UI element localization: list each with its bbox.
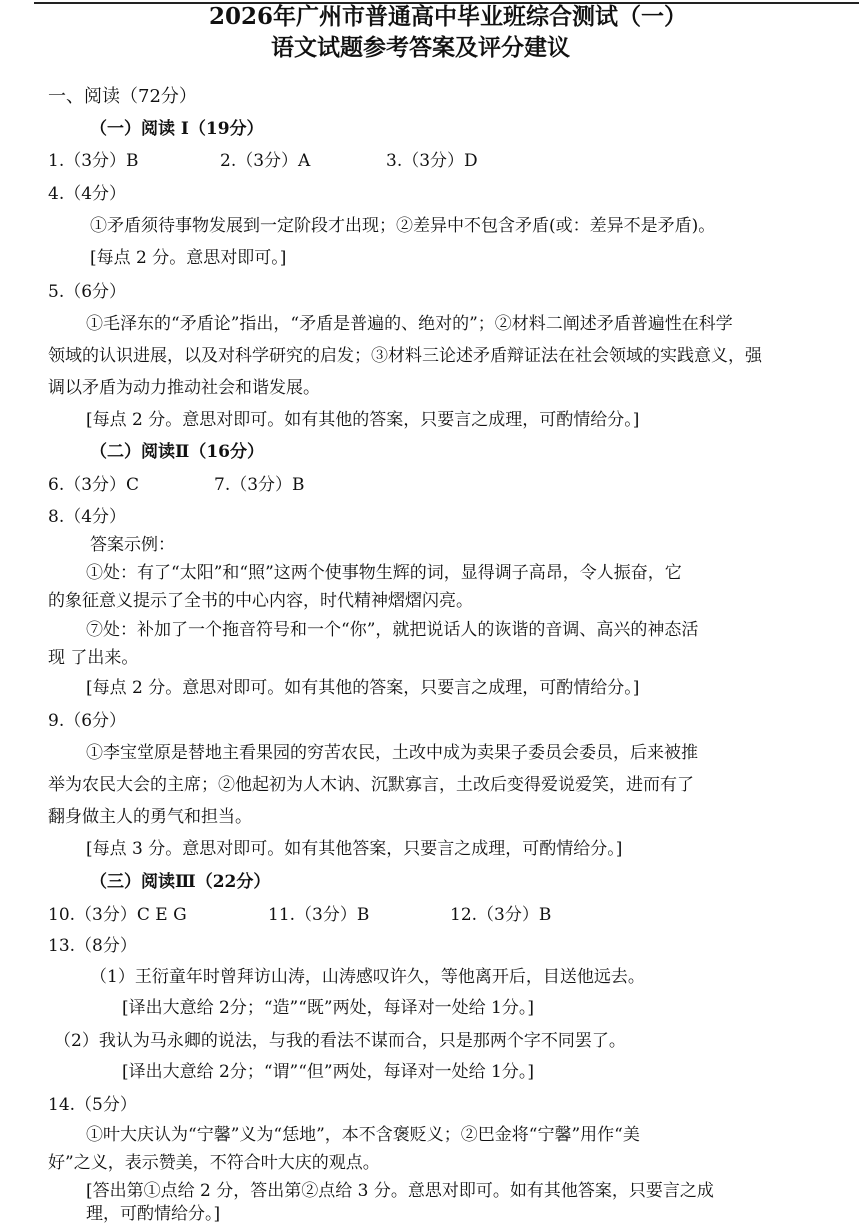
- part-heading-reading-2: （二）阅读Ⅱ（16分）: [90, 442, 264, 462]
- q4-label: 4.（4分）: [48, 184, 127, 204]
- q5-line-2: 领域的认识进展，以及对科学研究的启发；③材料三论述矛盾辩证法在社会领域的实践意义，强: [48, 346, 762, 366]
- answer-q2: 2.（3分）A: [220, 151, 311, 171]
- title-line-2: 语文试题参考答案及评分建议: [271, 34, 570, 61]
- q8-label: 8.（4分）: [48, 507, 127, 527]
- answer-q11: 11.（3分）B: [268, 905, 370, 925]
- q14-line-1: ①叶大庆认为“宁馨”义为“恁地”，本不含褒贬义；②巴金将“宁馨”用作“美: [86, 1125, 640, 1145]
- q5-line-1: ①毛泽东的“矛盾论”指出，“矛盾是普遍的、绝对的”；②材料二阐述矛盾普遍性在科学: [86, 314, 733, 334]
- q9-note: [每点 3 分。意思对即可。如有其他答案，只要言之成理，可酌情给分。]: [86, 839, 623, 859]
- q8-point2-line-1: ⑦处：补加了一个拖音符号和一个“你”，就把说话人的诙谐的音调、高兴的神态活: [86, 620, 699, 640]
- answer-q7: 7.（3分）B: [214, 475, 305, 495]
- part-heading-reading-1: （一）阅读 I（19分）: [90, 119, 264, 139]
- q14-note-line-1: [答出第①点给 2 分，答出第②点给 3 分。意思对即可。如有其他答案，只要言之成: [86, 1181, 714, 1201]
- q8-point1-line-2: 的象征意义提示了全书的中心内容，时代精神熠熠闪亮。: [48, 591, 473, 611]
- answer-q6: 6.（3分）C: [48, 475, 140, 495]
- q5-note: [每点 2 分。意思对即可。如有其他的答案，只要言之成理，可酌情给分。]: [86, 410, 640, 430]
- q13-answer-2: （2）我认为马永卿的说法，与我的看法不谋而合，只是那两个字不同罢了。: [54, 1031, 626, 1051]
- answer-q1: 1.（3分）B: [48, 151, 139, 171]
- answer-q12: 12.（3分）B: [450, 905, 552, 925]
- q5-line-3: 调以矛盾为动力推动社会和谐发展。: [48, 378, 320, 398]
- q13-note-1: [译出大意给 2分；“造”“既”两处，每译对一处给 1分。]: [122, 998, 534, 1018]
- q13-answer-1: （1）王衍童年时曾拜访山涛，山涛感叹许久，等他离开后，目送他远去。: [90, 967, 645, 987]
- answer-q10: 10.（3分）C E G: [48, 905, 187, 925]
- mc-answers-1-3: [48, 150, 478, 172]
- q14-label: 14.（5分）: [48, 1095, 137, 1115]
- q14-note-line-2: 理，可酌情给分。]: [86, 1204, 221, 1224]
- mc-answers-6-7: [48, 474, 305, 496]
- q5-label: 5.（6分）: [48, 282, 127, 302]
- q9-label: 9.（6分）: [48, 711, 127, 731]
- q8-note: [每点 2 分。意思对即可。如有其他的答案，只要言之成理，可酌情给分。]: [86, 678, 640, 698]
- q13-label: 13.（8分）: [48, 936, 137, 956]
- q8-point1-line-1: ①处：有了“太阳”和“照”这两个使事物生辉的词，显得调子高昂，令人振奋，它: [86, 563, 682, 583]
- answer-q3: 3.（3分）D: [386, 151, 478, 171]
- q9-line-2: 举为农民大会的主席；②他起初为人木讷、沉默寡言，土改后变得爱说爱笑，进而有了: [48, 775, 694, 795]
- part-heading-reading-3: （三）阅读Ⅲ（22分）: [90, 872, 271, 892]
- q9-line-3: 翻身做主人的勇气和担当。: [48, 807, 252, 827]
- q13-note-2: [译出大意给 2分；“谓”“但”两处，每译对一处给 1分。]: [122, 1062, 534, 1082]
- q9-line-1: ①李宝堂原是替地主看果园的穷苦农民，土改中成为卖果子委员会委员，后来被推: [86, 743, 698, 763]
- mc-answers-10-12: [48, 904, 551, 926]
- q14-line-2: 好”之义，表示赞美，不符合叶大庆的观点。: [48, 1153, 380, 1173]
- section-heading-reading: 一、阅读（72分）: [48, 86, 197, 107]
- title-line-1: 2026年广州市普通高中毕业班综合测试（一）: [209, 3, 688, 30]
- q4-note: [每点 2 分。意思对即可。]: [90, 248, 287, 268]
- q4-answer: ①矛盾须待事物发展到一定阶段才出现；②差异中不包含矛盾(或：差异不是矛盾)。: [90, 216, 716, 236]
- q8-intro: 答案示例：: [90, 535, 175, 555]
- q8-point2-line-2: 现 了出来。: [48, 648, 139, 668]
